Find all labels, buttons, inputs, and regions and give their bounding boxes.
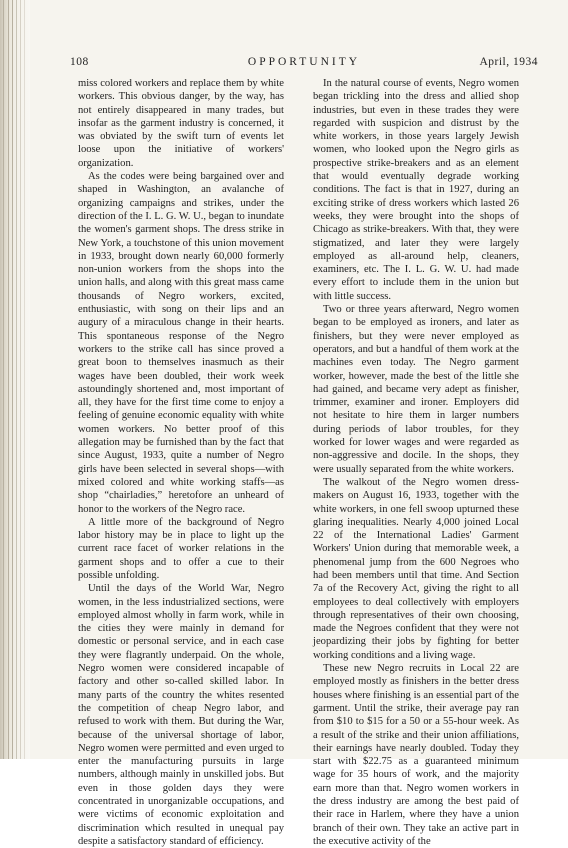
- paragraph: Until the days of the World War, Negro women, in the less industrialized sections, were employed almost wholly in farm work, while in the cities they were mainly in demand for domestic or personal service, and in each case they were flagrantly underpaid. On the whole, Negro women were considered incapable of factory and other so-called skilled labor. In many parts of the country the whites resented the competition of cheap Negro labor, and refused to work with them. But during the War, because of the universal shortage of labor, Negro women were permitted and even urged to enter the manufacturing pursuits in large numbers, although mainly in unskilled jobs. But even in those golden days they were concentrated in unorganizable occupations, and were victims of economic exploitation and discrimination which resulted in unequal pay despite a satisfactory standard of efficiency.: [78, 583, 284, 847]
- paragraph: As the codes were being bargained over and shaped in Washington, an avalanche of organizing campaigns and strikes, under the direction of the I. L. G. W. U., began to inundate the women's garment shops. The dress strike in New York, a touchstone of this union movement in 1933, brought down nearly 60,000 formerly non-union workers from the shops into the union halls, and along with this great mass came thousands of Negro workers, excited, enthusiastic, with song on their lips and an augury of a miraculous change in their hearts. This spontaneous response of the Negro workers to the strike call has since proved a great boon to themselves inasmuch as their wages have been doubled, their work week astoundingly shortened and, most important of all, they have for the first time come to enjoy a feeling of genuine economic equality with white women workers. No better proof of this allegation may be furnished than by the fact that since August, 1933, quite a number of Negro girls have been selected in several shops—with mixed colored and white working staffs—as shop “chairladies,” heretofore an unheard of honor to the workers of the Negro race.: [78, 171, 284, 515]
- paragraph: miss colored workers and replace them by white workers. This obvious danger, by the way, has not entirely disappeared in many trades, but insofar as the garment industry is concerned, it was obviated by the swift turn of events let loose upon the initiative of workers' organization.: [78, 78, 284, 169]
- book-binding: [0, 0, 30, 759]
- paragraph: Two or three years afterward, Negro women began to be employed as ironers, and later as finishers, but they were never employed as operators, and but a handful of them work at the machines even today. The Negro garment worker, however, made the best of the little she had gained, and became very adept as finisher, trimmer, examiner and ironer. Employers did not hesitate to hire them in larger numbers during periods of labor troubles, for they worked for lower wages and were regarded as non-aggressive and docile. In the shops, they were usually separated from the white workers.: [313, 304, 519, 475]
- right-column: [313, 77, 519, 848]
- magazine-page: [30, 0, 568, 847]
- paragraph: These new Negro recruits in Local 22 are employed mostly as finishers in the better dress houses where finishing is an essential part of the garment. Until the strike, their average pay ran from $10 to $15 for a 50 or a 55-hour week. As a result of the strike and their union affiliations, their earnings have nearly doubled. Today they start with $22.75 as a guaranteed minimum wage for 35 hours of work, and the majority earn more than that. Negro women workers in the dress industry are among the best paid of their race in Harlem, where they have a union branch of their own. They take an active part in the executive activity of the: [313, 663, 519, 847]
- paragraph: A little more of the background of Negro labor history may be in place to light up the current race facet of worker relations in the garment shops and to offer a cue to their possible unfolding.: [78, 516, 284, 581]
- running-header: [70, 56, 538, 72]
- issue-date: April, 1934: [479, 56, 538, 68]
- magazine-title: OPPORTUNITY: [247, 56, 361, 68]
- page-number: 108: [70, 56, 89, 68]
- left-column: [78, 77, 284, 848]
- paragraph: In the natural course of events, Negro women began trickling into the dress and allied shop industries, but even in these trades they were regarded with suspicion and distrust by the white workers, in those years largely Jewish women, who looked upon the Negro girls as prospective strike-breakers and as an element that would eventually degrade working conditions. The fact is that in 1927, during an exciting strike of dress workers which lasted 26 weeks, they were brought into the shops of Chicago as strike-breakers. With that, they were stigmatized, and later they were largely employed as all-around help, cleaners, examiners, etc. The I. L. G. W. U. had made every effort to include them in the union but with little success.: [313, 78, 519, 302]
- paragraph: The walkout of the Negro women dress-makers on August 16, 1933, together with the white workers, in one fell swoop upturned these glaring inequalities. Nearly 4,000 joined Local 22 of the International Ladies' Garment Workers' Union during that memorable week, a phenomenal jump from the 600 Negroes who had been members until that time. And Section 7a of the Recovery Act, giving the right to all employees to deal collectively with employers through representatives of their own choosing, made the Negroes confident that they were not jeopardizing their jobs by fighting for better working conditions and a living wage.: [313, 476, 519, 661]
